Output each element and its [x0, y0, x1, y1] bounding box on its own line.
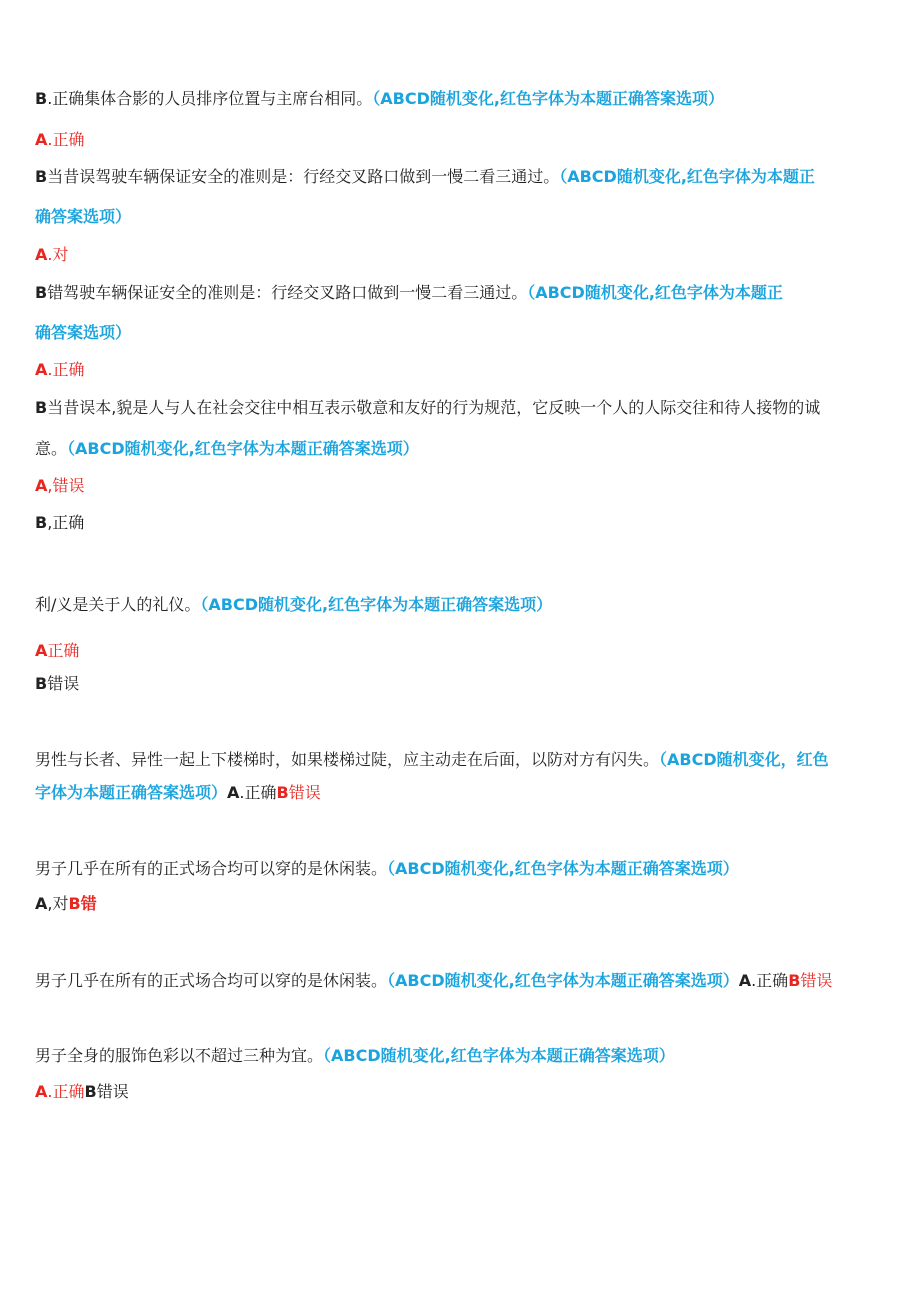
option-label: A — [35, 641, 48, 660]
q2-option-a — [35, 245, 68, 265]
option-text: .正确集体合影的人员排序位置与主席台相同。 — [47, 89, 373, 108]
q6-question — [35, 750, 829, 770]
option-text: .正确 — [47, 1082, 85, 1101]
answer-note: （ABCD随机变化，红色 — [659, 750, 829, 769]
option-text: 正确 — [47, 641, 80, 660]
question-text: 意。 — [35, 439, 68, 458]
question-text: 男性与长者、异性一起上下楼梯时，如果楼梯过陡，应主动走在后面，以防对方有闪失。 — [35, 750, 660, 769]
option-label: A — [35, 130, 48, 149]
answer-note: （ABCD随机变化,红色字体为本题正 — [559, 167, 815, 186]
option-text: ,错误 — [47, 476, 85, 495]
option-label: B — [35, 398, 48, 417]
answer-note: （ABCD随机变化,红色字体为本题正确答案选项） — [387, 859, 739, 878]
option-label: B — [276, 783, 289, 802]
q9-options — [35, 1082, 129, 1102]
option-label: A — [227, 783, 240, 802]
q1-option-b — [35, 89, 724, 109]
q2-option-b — [35, 167, 815, 187]
option-label: B — [35, 89, 48, 108]
option-label: B — [35, 513, 48, 532]
q1-option-a — [35, 130, 84, 150]
option-label: B — [84, 1082, 97, 1101]
q2-note-continued: 确答案选项） — [35, 207, 132, 226]
q5-question — [35, 595, 552, 615]
question-text: 男子几乎在所有的正式场合均可以穿的是休闲装。 — [35, 971, 388, 990]
option-label: A — [738, 971, 752, 990]
q4-option-a — [35, 476, 84, 496]
option-label: A — [35, 894, 48, 913]
answer-note-continued: 字体为本题正确答案选项） — [35, 783, 228, 802]
q4-option-b — [35, 513, 84, 533]
option-label: A — [35, 1082, 48, 1101]
q4-question — [35, 398, 820, 418]
q7-question — [35, 859, 739, 879]
option-text: ,对 — [47, 894, 69, 913]
question-text: 利/义是关于人的礼仪。 — [35, 595, 201, 614]
option-label: B — [788, 971, 801, 990]
q3-option-b — [35, 283, 783, 303]
q3-note-continued: 确答案选项） — [35, 323, 132, 342]
answer-note: （ABCD随机变化,红色字体为本题正 — [527, 283, 783, 302]
option-label: A — [35, 360, 48, 379]
option-text: .正确 — [239, 783, 277, 802]
option-label: A — [35, 245, 48, 264]
option-text: 错误 — [800, 971, 833, 990]
option-label: B — [35, 283, 48, 302]
question-text: 当昔误本,貌是人与人在社会交往中相互表示敬意和友好的行为规范，它反映一个人的人际交往和待人接物的诚 — [47, 398, 821, 417]
q9-question — [35, 1046, 675, 1066]
option-label: B — [35, 674, 48, 693]
option-text: .正确 — [47, 130, 85, 149]
option-label: A — [35, 476, 48, 495]
q8-question — [35, 971, 832, 991]
option-text: .正确 — [751, 971, 789, 990]
q6-options — [35, 783, 321, 803]
answer-note: （ABCD随机变化,红色字体为本题正确答案选项） — [372, 89, 724, 108]
option-text: .对 — [47, 245, 69, 264]
option-label: B — [68, 894, 81, 913]
answer-note: （ABCD随机变化,红色字体为本题正确答案选项） — [200, 595, 553, 614]
option-text: .正确 — [47, 360, 85, 379]
q3-option-a — [35, 360, 84, 380]
answer-note: （ABCD随机变化,红色字体为本题正确答案选项） — [387, 971, 739, 990]
question-text: 男子全身的服饰色彩以不超过三种为宜。 — [35, 1046, 324, 1065]
option-text: ,正确 — [47, 513, 85, 532]
answer-note: （ABCD随机变化,红色字体为本题正确答案选项） — [67, 439, 419, 458]
q7-options — [35, 894, 97, 914]
q5-option-a — [35, 641, 79, 661]
option-label: B — [35, 167, 48, 186]
option-text: 错驾驶车辆保证安全的准则是：行经交叉路口做到一慢二看三通过。 — [47, 283, 528, 302]
q5-option-b — [35, 674, 79, 694]
option-text: 错误 — [96, 1082, 129, 1101]
option-text: 当昔误驾驶车辆保证安全的准则是：行经交叉路口做到一慢二看三通过。 — [47, 167, 560, 186]
answer-note: （ABCD随机变化,红色字体为本题正确答案选项） — [323, 1046, 675, 1065]
option-text: 错误 — [47, 674, 80, 693]
q4-question-continued — [35, 439, 419, 459]
option-text: 错 — [80, 894, 97, 913]
question-text: 男子几乎在所有的正式场合均可以穿的是休闲装。 — [35, 859, 388, 878]
option-text: 错误 — [288, 783, 321, 802]
